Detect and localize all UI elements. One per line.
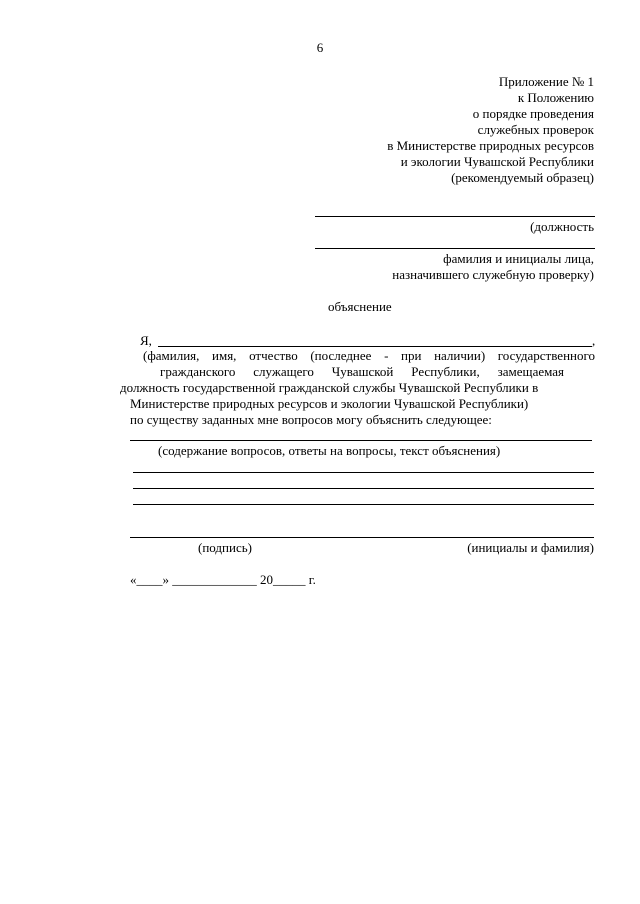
fullname-hint-line-1: (фамилия, имя, отчество (последнее - при наличии) государственного [143, 348, 595, 363]
content-hint: (содержание вопросов, ответы на вопросы, текст объяснения) [158, 443, 501, 458]
appendix-line-3: о порядке проведения [472, 106, 594, 121]
position-fill-line [315, 216, 595, 217]
document-title: объяснение [328, 299, 392, 314]
page-number: 6 [316, 40, 324, 55]
content-fill-line-2 [133, 472, 594, 473]
i-prefix: Я, [140, 333, 152, 348]
signature-label: (подпись) [198, 540, 252, 555]
appendix-line-2: к Положению [517, 90, 594, 105]
content-fill-line-1 [130, 440, 592, 441]
fullname-hint-line-2: гражданского служащего Чувашской Республики, замещаемая [160, 364, 564, 379]
content-fill-line-4 [133, 504, 594, 505]
appendix-line-1: Приложение № 1 [498, 74, 594, 89]
name-label-line-2: назначившего служебную проверку) [392, 267, 594, 282]
date-line: «____» _____________ 20_____ г. [130, 572, 316, 587]
statement-text: по существу заданных мне вопросов могу объяснить следующее: [130, 412, 492, 427]
appendix-line-6: и экологии Чувашской Республики [400, 154, 594, 169]
appendix-line-7: (рекомендуемый образец) [451, 170, 594, 185]
fullname-comma: , [592, 333, 596, 348]
initials-surname-label: (инициалы и фамилия) [467, 540, 594, 555]
fullname-hint-line-4: Министерстве природных ресурсов и экологии Чувашской Республики) [130, 396, 529, 411]
fullname-hint-line-3: должность государственной гражданской службы Чувашской Республики в [120, 380, 539, 395]
appendix-line-5: в Министерстве природных ресурсов [387, 138, 594, 153]
name-fill-line [315, 248, 595, 249]
signature-fill-line [130, 537, 594, 538]
appendix-line-4: служебных проверок [477, 122, 594, 137]
content-fill-line-3 [133, 488, 594, 489]
fullname-fill-line [158, 346, 592, 347]
position-label: (должность [530, 219, 594, 234]
name-label-line-1: фамилия и инициалы лица, [443, 251, 594, 266]
